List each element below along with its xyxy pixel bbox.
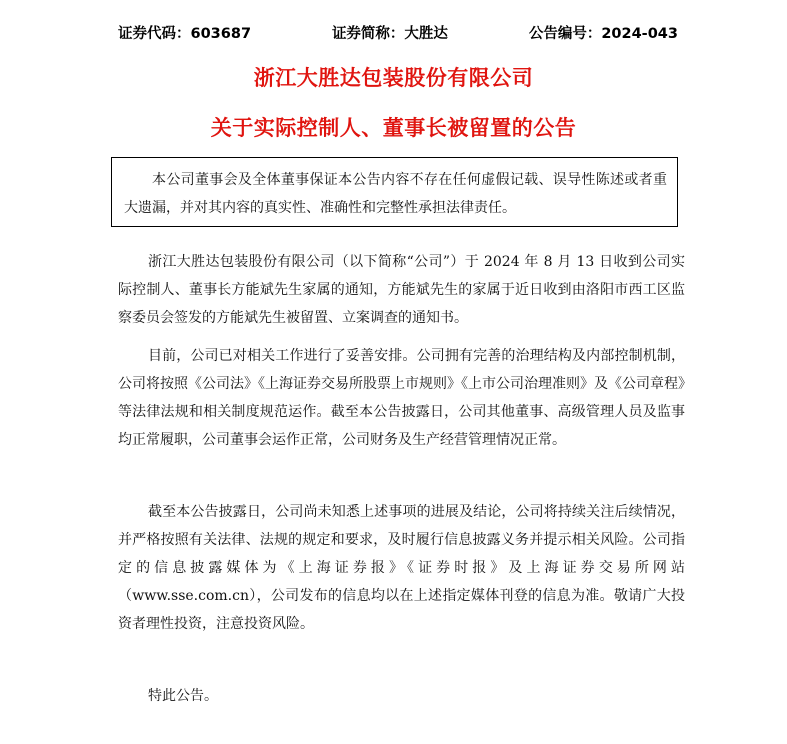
body-paragraph: 浙江大胜达包装股份有限公司（以下简称“公司”）于 2024 年 8 月 13 日收到公司实际控制人、董事长方能斌先生家属的通知，方能斌先生的家属于近日收到由洛阳市西工区监察委员会签发的方能斌先生被留置、立案调查的通知书。 (118, 254, 685, 326)
stock-short-name: 证券简称：大胜达 (331, 26, 448, 42)
body-paragraph: 截至本公告披露日，公司尚未知悉上述事项的进展及结论，公司将持续关注后续情况，并严格按照有关法律、法规的规定和要求，及时履行信息披露义务并提示相关风险。公司指定的信息披露媒体为《上海证券报》《证券时报》及上海证券交易所网站（www.sse.com.cn），公司发布的信息均以在上述指定媒体刊登的信息为准。敬请广大投资者理性投资，注意投资风险。 (118, 504, 685, 632)
board-guarantee-notice: 本公司董事会及全体董事保证本公告内容不存在任何虚假记载、误导性陈述或者重大遗漏，并对其内容的真实性、准确性和完整性承担法律责任。 (111, 157, 678, 227)
stock-code: 证券代码：603687 (118, 26, 252, 42)
closing-statement: 特此公告。 (148, 688, 218, 704)
body-paragraph: 目前，公司已对相关工作进行了妥善安排。公司拥有完善的治理结构及内部控制机制，公司将按照《公司法》《上海证券交易所股票上市规则》《上市公司治理准则》及《公司章程》等法律法规和相关制度规范运作。截至本公告披露日，公司其他董事、高级管理人员及监事均正常履职，公司董事会运作正常，公司财务及生产经营管理情况正常。 (118, 348, 685, 448)
announcement-header (118, 22, 678, 43)
announcement-title: 关于实际控制人、董事长被留置的公告 (210, 116, 577, 140)
company-name-title: 浙江大胜达包装股份有限公司 (253, 66, 534, 90)
announcement-number: 公告编号：2024-043 (528, 26, 678, 42)
